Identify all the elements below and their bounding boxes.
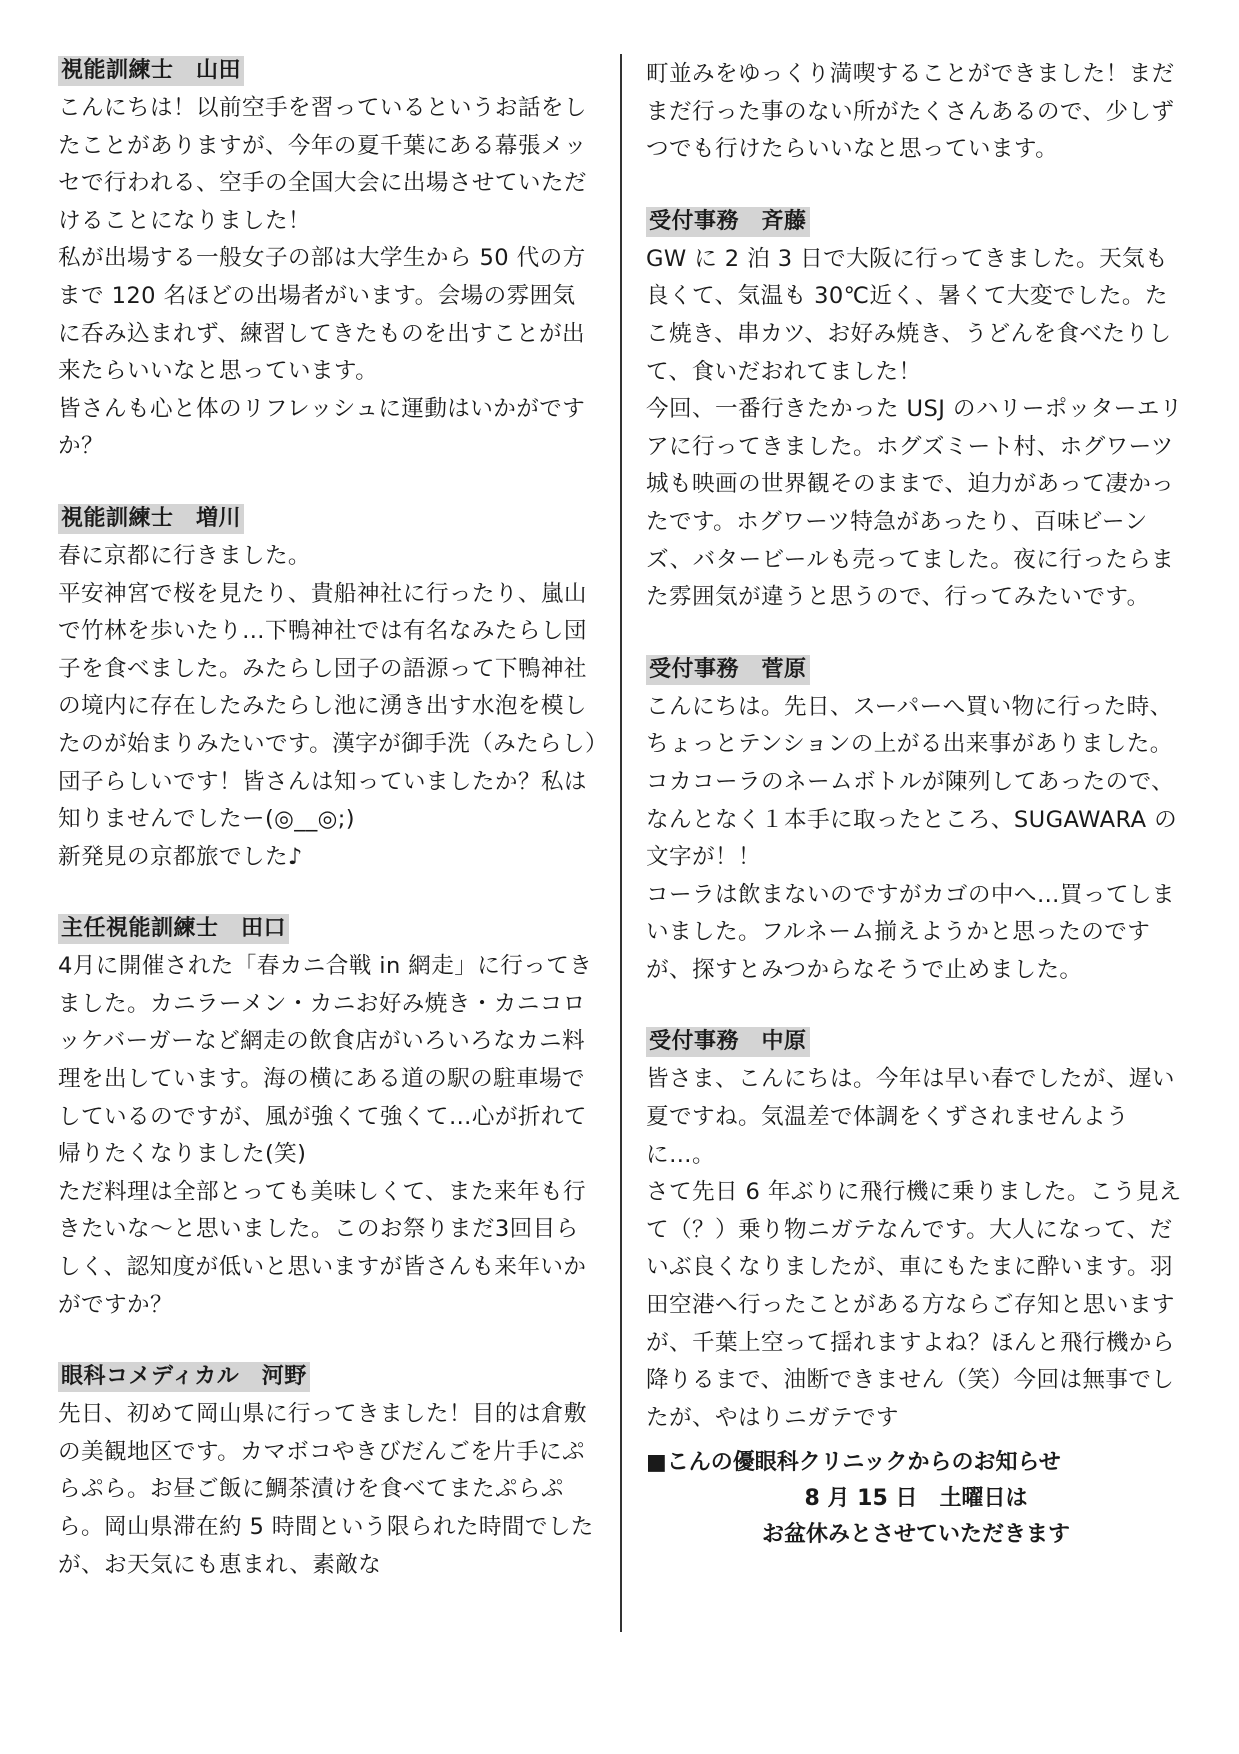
notice-line: 8 月 15 日 土曜日は: [804, 1486, 1028, 1512]
column-divider: [620, 54, 622, 1632]
section-paragraph: さて先日 6 年ぶりに飛行機に乗りました。こう見えて（？）乗り物ニガテなんです。大人になって、だいぶ良くなりましたが、車にもたまに酔います。羽田空港へ行ったことがある方ならご存知と思いますが、千葉上空って揺れますよね？ほんと飛行機から降りるまで、油断できません（笑）今回は無事でしたが、やはりニガテです: [646, 1179, 1182, 1431]
section-paragraph: こんにちは。先日、スーパーへ買い物に行った時、ちょっとテンションの上がる出来事がありました。コカコーラのネームボトルが陳列してあったので、なんとなく１本手に取ったところ、SUGAWARA の文字が！！: [646, 693, 1178, 871]
section-paragraph: こんにちは！以前空手を習っているというお話をしたことがありますが、今年の夏千葉にある幕張メッセで行われる、空手の全国大会に出場させていただけることになりました！: [58, 95, 587, 234]
section-paragraph: 今回、一番行きたかった USJ のハリーポッターエリアに行ってきました。ホグズミート村、ホグワーツ城も映画の世界観そのままで、迫力があって凄かったです。ホグワーツ特急があったり、百味ビーンズ、バタービールも売ってました。夜に行ったらまた雰囲気が違うと思うので、行ってみたいです。: [646, 396, 1183, 611]
section-heading: 眼科コメディカル 河野: [58, 1362, 310, 1392]
section-paragraph: 平安神宮で桜を見たり、貴船神社に行ったり、嵐山で竹林を歩いたり…下鴨神社では有名なみたらし団子を食べました。みたらし団子の語源って下鴨神社の境内に存在したみたらし池に湧き出す水泡を模したのが始まりみたいです。漢字が御手洗（みたらし）団子らしいです！皆さんは知っていましたか？私は知りませんでしたー(◎__◎;): [58, 580, 597, 833]
section-heading: 受付事務 中原: [646, 1027, 810, 1057]
section-heading: 主任視能訓練士 田口: [58, 914, 289, 944]
section-paragraph: 新発見の京都旅でした♪: [58, 843, 303, 870]
section-paragraph: 町並みをゆっくり満喫することができました！まだまだ行った事のない所がたくさんあるので、少しずつでも行けたらいいなと思っています。: [646, 61, 1175, 163]
section-paragraph: ただ料理は全部とっても美味しくて、また来年も行きたいな～と思いました。このお祭りまだ3回目らしく、認知度が低いと思いますが皆さんも来年いかがですか？: [58, 1178, 587, 1318]
staff-section-sugawara: [646, 655, 1186, 990]
left-column: [58, 56, 598, 1584]
right-column: [646, 56, 1186, 1553]
section-paragraph: 皆さんも心と体のリフレッシュに運動はいかがですか？: [58, 395, 586, 460]
section-heading: 受付事務 斉藤: [646, 207, 810, 237]
section-paragraph: 春に京都に行きました。: [58, 542, 311, 569]
section-paragraph: GW に 2 泊 3 日で大阪に行ってきました。天気も良くて、気温も 30℃近く、暑くて大変でした。たこ焼き、串カツ、お好み焼き、うどんを食べたりして、食いだおれてました！: [646, 245, 1172, 385]
staff-section-taguchi: [58, 914, 598, 1324]
clinic-notice: [646, 1445, 1186, 1553]
section-paragraph: コーラは飲まないのですがカゴの中へ…買ってしまいました。フルネーム揃えようかと思ったのですが、探すとみつからなそうで止めました。: [646, 881, 1175, 983]
staff-section-yamada: [58, 56, 598, 466]
section-heading: 視能訓練士 山田: [58, 56, 244, 86]
staff-section-nakahara: [646, 1027, 1186, 1437]
section-paragraph: 先日、初めて岡山県に行ってきました！目的は倉敷の美観地区です。カマボコやきびだんごを片手にぷらぷら。お昼ご飯に鯛茶漬けを食べてまたぷらぷら。岡山県滞在約 5 時間という限られた時間でしたが、お天気にも恵まれ、素敵な: [58, 1401, 594, 1578]
staff-section-kono: [58, 1362, 598, 1584]
staff-section-masukawa: [58, 504, 598, 876]
section-paragraph: 4月に開催された「春カニ合戦 in 網走」に行ってきました。カニラーメン・カニお好み焼き・カニコロッケバーガーなど網走の飲食店がいろいろなカニ料理を出しています。海の横にある道の駅の駐車場でしているのですが、風が強くて強くて…心が折れて帰りたくなりました(笑): [58, 953, 593, 1168]
continued-text: [646, 56, 1186, 169]
section-heading: 視能訓練士 増川: [58, 504, 244, 534]
section-heading: 受付事務 菅原: [646, 655, 810, 685]
section-paragraph: 皆さま、こんにちは。今年は早い春でしたが、遅い夏ですね。気温差で体調をくずされませんように…。: [646, 1066, 1175, 1168]
section-paragraph: 私が出場する一般女子の部は大学生から 50 代の方まで 120 名ほどの出場者がいます。会場の雰囲気に呑み込まれず、練習してきたものを出すことが出来たらいいなと思っています。: [58, 245, 586, 385]
notice-line: お盆休みとさせていただきます: [761, 1522, 1070, 1548]
notice-title: ■こんの優眼科クリニックからのお知らせ: [646, 1450, 1061, 1476]
staff-section-saito: [646, 207, 1186, 617]
